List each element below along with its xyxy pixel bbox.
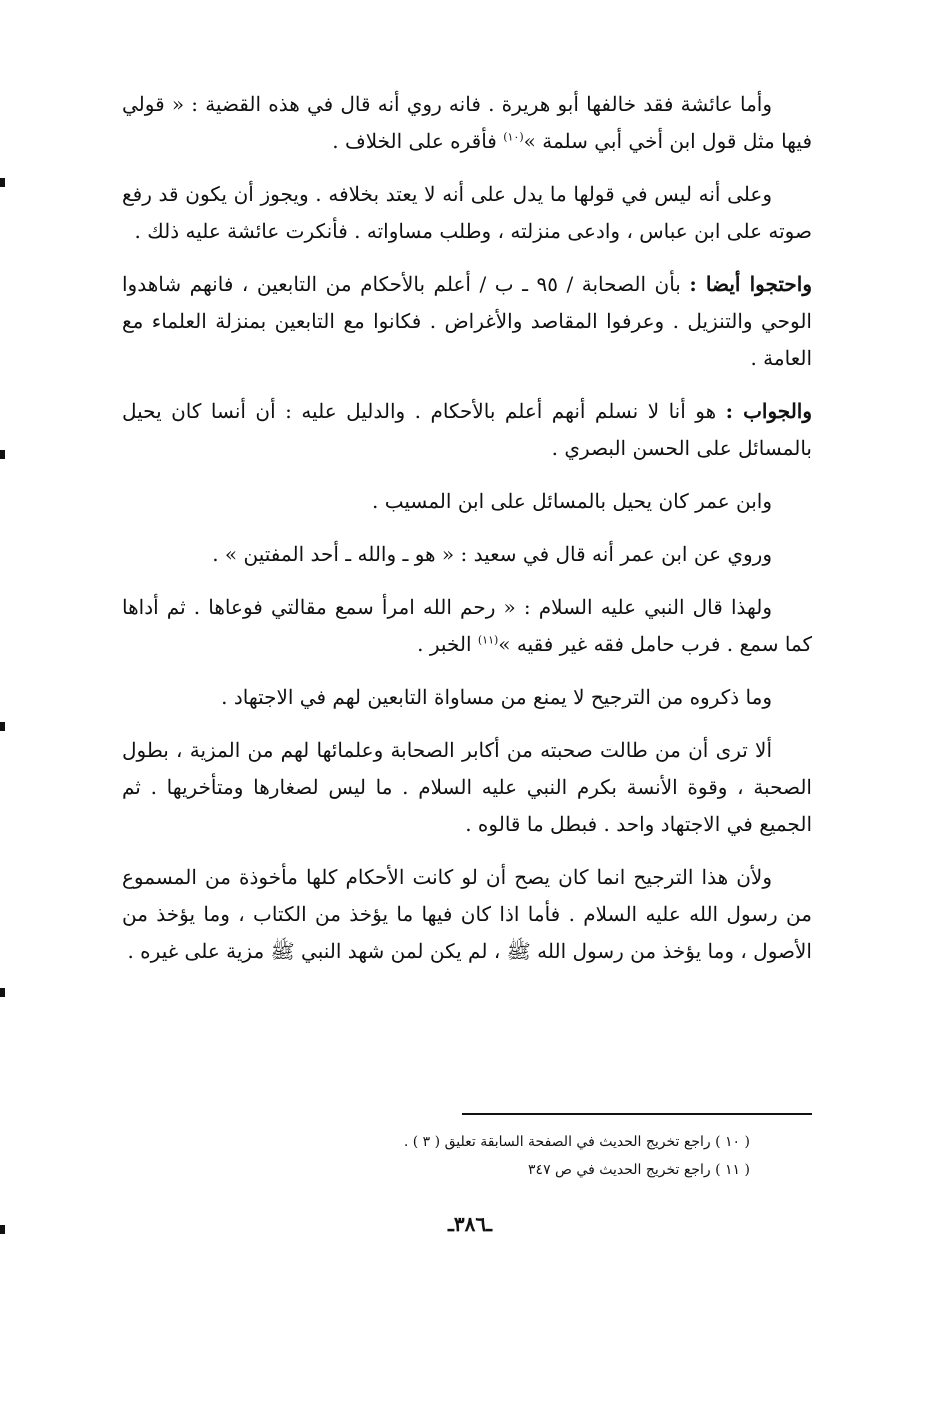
paragraph-aisha xyxy=(122,86,812,160)
paragraph-said: وروي عن ابن عمر أنه قال في سعيد : « هو ـ والله ـ أحد المفتين » . xyxy=(212,542,772,566)
argument-heading: واحتجوا أيضا : xyxy=(689,272,812,296)
paragraph-answer xyxy=(122,393,812,467)
paragraph-aisha-tail: فأقره على الخلاف . xyxy=(332,129,504,153)
scan-edge-mark xyxy=(0,988,5,997)
paragraph-ibn-umar: وابن عمر كان يحيل بالمسائل على ابن المسيب . xyxy=(372,489,772,513)
footnote-divider xyxy=(462,1113,812,1115)
scan-edge-mark xyxy=(0,178,5,187)
footnotes xyxy=(300,1128,750,1184)
answer-heading: والجواب : xyxy=(725,399,812,423)
argument-text: بأن الصحابة / ٩٥ ـ ب / أعلم بالأحكام من التابعين ، فانهم شاهدوا الوحي والتنزيل . وعرفوا المقاصد والأغراض . فكانوا مع التابعين بمنزلة العلماء مع العامة . xyxy=(122,272,812,370)
footnote-ref-11[interactable]: (١١) xyxy=(477,633,499,647)
paragraph-aisha-text: وأما عائشة فقد خالفها أبو هريرة . فانه روي أنه قال في هذه القضية : « قولي فيها مثل قول ابن أخي أبي سلمة » xyxy=(122,92,812,153)
paragraph-ibn-abbas: وعلى أنه ليس في قولها ما يدل على أنه لا يعتد بخلافه . ويجوز أن يكون قد رفع صوته على ابن عباس ، وادعى منزلته ، وطلب مساواته . فأنكرت عائشة عليه ذلك . xyxy=(122,182,812,243)
paragraph-hadith-tail: الخبر . xyxy=(417,632,478,656)
paragraph-tarjih: وما ذكروه من الترجيح لا يمنع من مساواة التابعين لهم في الاجتهاد . xyxy=(221,685,772,709)
page-body xyxy=(122,86,812,986)
page-number: ـ٣٨٦ـ xyxy=(448,1212,492,1236)
paragraph-sources: ولأن هذا الترجيح انما كان يصح أن لو كانت الأحكام كلها مأخوذة من المسموع من رسول الله عليه السلام . فأما اذا كان فيها ما يؤخذ من الكتاب ، وما يؤخذ من الأصول ، وما يؤخذ من رسول الله ﷺ ، لم يكن لمن شهد النبي ﷺ مزية على غيره . xyxy=(122,865,812,963)
footnote-10: ( ١٠ ) راجع تخريج الحديث في الصفحة السابقة تعليق ( ٣ ) . xyxy=(403,1134,750,1150)
scan-edge-mark xyxy=(0,450,5,459)
footnote-11: ( ١١ ) راجع تخريج الحديث في ص ٣٤٧ xyxy=(528,1162,750,1178)
paragraph-hadith-text: ولهذا قال النبي عليه السلام : « رحم الله امرأ سمع مقالتي فوعاها . ثم أداها كما سمع . فرب حامل فقه غير فقيه » xyxy=(122,595,812,656)
scan-edge-mark xyxy=(0,1225,5,1234)
footnote-ref-10[interactable]: (١٠) xyxy=(503,130,524,144)
answer-text: هو أنا لا نسلم أنهم أعلم بالأحكام . والدليل عليه : أن أنسا كان يحيل بالمسائل على الحسن البصري . xyxy=(122,399,812,460)
scan-edge-mark xyxy=(0,722,5,731)
paragraph-hadith xyxy=(122,589,812,663)
paragraph-argument xyxy=(122,266,812,377)
paragraph-companions: ألا ترى أن من طالت صحبته من أكابر الصحابة وعلمائها لهم من المزية ، بطول الصحبة ، وقوة الأنسة بكرم النبي عليه السلام . ما ليس لصغارها ومتأخريها . ثم الجميع في الاجتهاد واحد . فبطل ما قالوه . xyxy=(122,738,812,836)
